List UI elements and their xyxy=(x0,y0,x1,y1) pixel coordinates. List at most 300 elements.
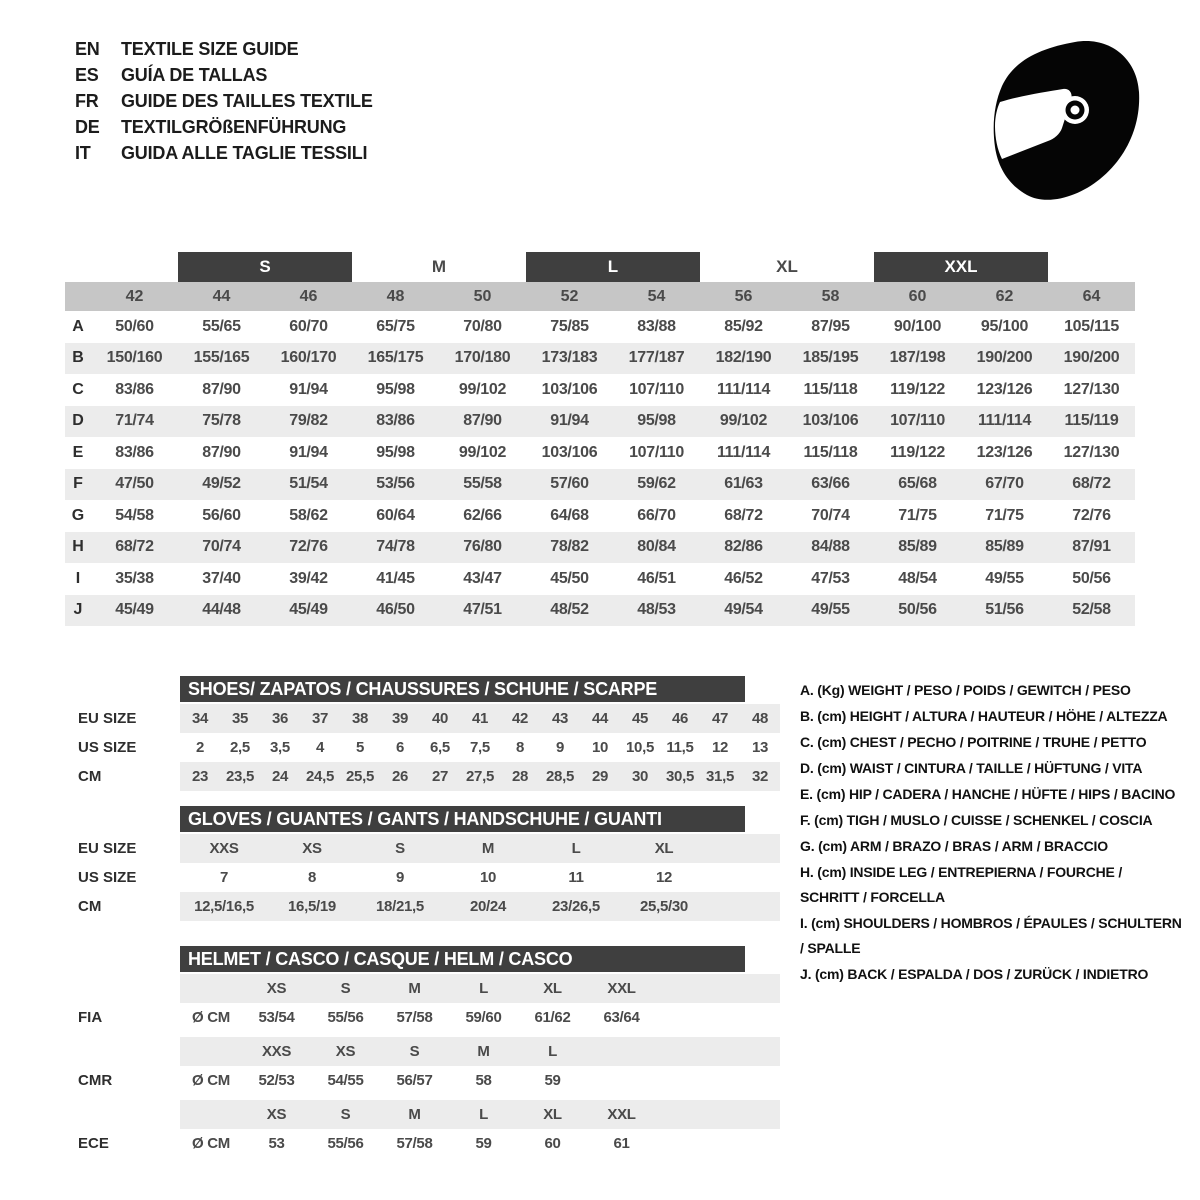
table-row xyxy=(65,563,1135,595)
size-cell: 48 xyxy=(751,710,769,727)
size-cell: M xyxy=(408,980,421,997)
measurement-cell: 56/60 xyxy=(202,506,241,524)
language-title-list xyxy=(75,36,373,166)
language-code: IT xyxy=(75,142,91,163)
size-cell: 24 xyxy=(271,768,289,785)
size-cell: 18/21,5 xyxy=(376,898,424,915)
measurement-legend xyxy=(800,678,1182,988)
size-cell: 36 xyxy=(271,710,289,727)
size-cell: 26 xyxy=(391,768,409,785)
measurement-cell: 87/90 xyxy=(202,443,241,461)
size-cell: XS xyxy=(302,840,322,857)
measurement-cell: 47/51 xyxy=(463,601,502,619)
size-cell: 11 xyxy=(568,869,584,886)
size-cell: 10,5 xyxy=(626,739,654,756)
row-label: CM xyxy=(78,768,102,785)
measurement-cell: 63/64 xyxy=(603,1009,640,1026)
size-cell: 29 xyxy=(591,768,609,785)
size-cell: 10 xyxy=(591,739,609,756)
standard-label: ECE xyxy=(78,1135,109,1152)
measurement-cell: 155/165 xyxy=(193,349,250,367)
measurement-cell: 54/58 xyxy=(115,506,154,524)
size-cell: L xyxy=(548,1043,557,1060)
measurement-cell: 91/94 xyxy=(289,380,328,398)
measurement-cell: 87/91 xyxy=(1072,538,1111,556)
measurement-cell: 182/190 xyxy=(715,349,772,367)
measurement-cell: 83/86 xyxy=(115,380,154,398)
size-cell: 12,5/16,5 xyxy=(194,898,254,915)
racing-helmet-icon xyxy=(983,36,1155,212)
legend-item: E. (cm) HIP / CADERA / HANCHE / HÜFTE / HIPS / BACINO xyxy=(800,786,1176,802)
measurement-cell: 35/38 xyxy=(115,569,154,587)
legend-item: A. (Kg) WEIGHT / PESO / POIDS / GEWITCH / PESO xyxy=(800,682,1131,698)
helmet-value-row xyxy=(180,1066,780,1095)
measurement-cell: 87/90 xyxy=(202,380,241,398)
measurement-cell: 60/70 xyxy=(289,317,328,335)
measurement-cell: 90/100 xyxy=(893,317,942,335)
measurement-cell: 55/65 xyxy=(202,317,241,335)
measurement-cell: 72/76 xyxy=(289,538,328,556)
size-cell: 28 xyxy=(511,768,529,785)
size-cell: 24,5 xyxy=(306,768,334,785)
measurement-cell: 47/50 xyxy=(115,475,154,493)
size-cell: 42 xyxy=(511,710,529,727)
size-cell: XS xyxy=(335,1043,356,1060)
measurement-cell: 85/89 xyxy=(985,538,1024,556)
column-size-number: 48 xyxy=(386,288,405,305)
measurement-cell: 63/66 xyxy=(811,475,850,493)
measurement-cell: 85/89 xyxy=(898,538,937,556)
measurement-cell: 49/55 xyxy=(811,601,850,619)
size-cell: 34 xyxy=(191,710,209,727)
measurement-cell: 115/119 xyxy=(1064,412,1119,430)
row-label: US SIZE xyxy=(78,739,137,756)
size-cell: 7,5 xyxy=(470,739,490,756)
measurement-cell: 41/45 xyxy=(376,569,415,587)
measurement-cell: 70/74 xyxy=(811,506,850,524)
row-label: EU SIZE xyxy=(78,710,137,727)
measurement-cell: 45/49 xyxy=(115,601,154,619)
measurement-cell: 119/122 xyxy=(890,443,945,461)
size-cell: 10 xyxy=(479,869,497,886)
guide-title: TEXTILE SIZE GUIDE xyxy=(121,38,299,59)
measurement-cell: 53/56 xyxy=(376,475,415,493)
measurement-cell: 95/100 xyxy=(980,317,1029,335)
size-cell: 43 xyxy=(551,710,569,727)
legend-item: H. (cm) INSIDE LEG / ENTREPIERNA / FOURCHE / SCHRITT / FORCELLA xyxy=(800,864,1123,905)
measurement-cell: 83/88 xyxy=(637,317,676,335)
size-header-s: S xyxy=(178,252,352,282)
helmet-value-row xyxy=(180,1129,780,1158)
size-cell: 30 xyxy=(631,768,649,785)
measurement-cell: 59/60 xyxy=(465,1009,502,1026)
measurement-cell: 53/54 xyxy=(258,1009,295,1026)
row-letter: G xyxy=(71,506,85,524)
size-cell: 25,5 xyxy=(346,768,374,785)
measurement-cell: 80/84 xyxy=(637,538,676,556)
measurement-cell: 123/126 xyxy=(976,380,1033,398)
legend-item: D. (cm) WAIST / CINTURA / TAILLE / HÜFTUNG / VITA xyxy=(800,760,1143,776)
measurement-cell: 37/40 xyxy=(202,569,241,587)
size-cell: L xyxy=(479,1106,488,1123)
size-cell: 12 xyxy=(711,739,729,756)
measurement-cell: 107/110 xyxy=(890,412,945,430)
measurement-cell: 127/130 xyxy=(1063,380,1120,398)
textile-size-table xyxy=(65,252,1135,632)
measurement-cell: 190/200 xyxy=(976,349,1033,367)
measurement-cell: 103/106 xyxy=(541,380,598,398)
size-cell: XL xyxy=(543,1106,562,1123)
size-cell: 8 xyxy=(515,739,525,756)
row-letter: H xyxy=(72,538,84,556)
size-cell: 35 xyxy=(231,710,249,727)
size-cell: M xyxy=(481,840,495,857)
numeric-size-band xyxy=(65,282,1135,311)
measurement-cell: 43/47 xyxy=(463,569,502,587)
row-letter: J xyxy=(73,601,83,619)
measurement-cell: 57/58 xyxy=(396,1009,433,1026)
size-cell: S xyxy=(409,1043,420,1060)
measurement-cell: 48/54 xyxy=(898,569,937,587)
measurement-cell: 84/88 xyxy=(811,538,850,556)
measurement-cell: 72/76 xyxy=(1072,506,1111,524)
size-cell: 4 xyxy=(315,739,325,756)
table-row xyxy=(65,437,1135,469)
row-label: CM xyxy=(78,898,102,915)
size-cell: 7 xyxy=(219,869,229,886)
measurement-cell: 160/170 xyxy=(280,349,337,367)
table-row xyxy=(65,532,1135,564)
measurement-cell: 64/68 xyxy=(550,506,589,524)
measurement-cell: 82/86 xyxy=(724,538,763,556)
measurement-cell: 54/55 xyxy=(327,1072,364,1089)
table-row xyxy=(65,595,1135,627)
guide-title: GUÍA DE TALLAS xyxy=(121,64,268,85)
standard-label: CMR xyxy=(78,1072,113,1089)
measurement-cell: 60 xyxy=(544,1135,561,1152)
size-cell: 23/26,5 xyxy=(552,898,600,915)
legend-item: C. (cm) CHEST / PECHO / POITRINE / TRUHE / PETTO xyxy=(800,734,1147,750)
size-cell: XXS xyxy=(261,1043,292,1060)
size-cell: 8 xyxy=(307,869,317,886)
size-cell: XL xyxy=(654,840,674,857)
helmet-value-row xyxy=(180,1003,780,1032)
measurement-cell: 68/72 xyxy=(724,506,763,524)
measurement-cell: 103/106 xyxy=(802,412,859,430)
measurement-cell: 75/85 xyxy=(550,317,589,335)
size-cell: XS xyxy=(266,1106,287,1123)
unit-cell: Ø CM xyxy=(192,1009,230,1026)
measurement-cell: 56/57 xyxy=(396,1072,433,1089)
measurement-cell: 91/94 xyxy=(289,443,328,461)
gloves-size-table xyxy=(65,806,855,928)
size-cell: 9 xyxy=(395,869,405,886)
measurement-cell: 67/70 xyxy=(985,475,1024,493)
measurement-cell: 51/56 xyxy=(985,601,1024,619)
measurement-cell: 59/62 xyxy=(637,475,676,493)
measurement-cell: 45/49 xyxy=(289,601,328,619)
measurement-cell: 68/72 xyxy=(115,538,154,556)
language-row xyxy=(75,114,373,140)
measurement-cell: 49/55 xyxy=(985,569,1024,587)
table-row xyxy=(180,704,780,733)
size-cell: 25,5/30 xyxy=(640,898,688,915)
language-code: ES xyxy=(75,64,99,85)
size-cell: 46 xyxy=(671,710,689,727)
measurement-cell: 87/90 xyxy=(463,412,502,430)
helmet-size-row xyxy=(180,974,780,1003)
measurement-cell: 44/48 xyxy=(202,601,241,619)
row-letter: D xyxy=(72,412,84,430)
size-header-m: M xyxy=(431,257,447,276)
measurement-cell: 150/160 xyxy=(106,349,163,367)
measurement-cell: 74/78 xyxy=(376,538,415,556)
table-row xyxy=(180,762,780,791)
measurement-cell: 50/56 xyxy=(1072,569,1111,587)
table-row xyxy=(180,834,780,863)
size-cell: 2 xyxy=(195,739,205,756)
measurement-cell: 45/50 xyxy=(550,569,589,587)
gloves-section-title: GLOVES / GUANTES / GANTS / HANDSCHUHE / GUANTI xyxy=(180,806,745,832)
size-cell: XXS xyxy=(209,840,239,857)
column-size-number: 46 xyxy=(299,288,318,305)
size-cell: 27,5 xyxy=(466,768,494,785)
row-letter: F xyxy=(73,475,83,493)
row-label: EU SIZE xyxy=(78,840,137,857)
measurement-cell: 39/42 xyxy=(289,569,328,587)
size-cell: S xyxy=(340,1106,351,1123)
column-size-number: 44 xyxy=(212,288,231,305)
measurement-cell: 95/98 xyxy=(376,380,415,398)
helmet-section-title: HELMET / CASCO / CASQUE / HELM / CASCO xyxy=(180,946,745,972)
measurement-cell: 68/72 xyxy=(1072,475,1111,493)
legend-item: I. (cm) SHOULDERS / HOMBROS / ÉPAULES / SCHULTERN / SPALLE xyxy=(800,915,1182,956)
size-cell: 20/24 xyxy=(469,898,507,915)
size-cell: 6 xyxy=(395,739,405,756)
measurement-cell: 107/110 xyxy=(629,443,684,461)
size-cell: 23 xyxy=(191,768,209,785)
size-cell: 5 xyxy=(355,739,365,756)
row-label: US SIZE xyxy=(78,869,137,886)
table-row xyxy=(65,374,1135,406)
size-cell: 3,5 xyxy=(270,739,290,756)
size-cell: 45 xyxy=(631,710,649,727)
language-code: DE xyxy=(75,116,100,137)
measurement-cell: 76/80 xyxy=(463,538,502,556)
size-cell: 37 xyxy=(311,710,329,727)
column-size-number: 50 xyxy=(473,288,492,305)
measurement-cell: 46/51 xyxy=(637,569,676,587)
measurement-cell: 59 xyxy=(544,1072,561,1089)
measurement-cell: 103/106 xyxy=(541,443,598,461)
measurement-cell: 58 xyxy=(475,1072,492,1089)
measurement-cell: 95/98 xyxy=(637,412,676,430)
size-cell: 39 xyxy=(391,710,409,727)
size-cell: L xyxy=(571,840,581,857)
row-letter: A xyxy=(72,317,84,335)
measurement-cell: 95/98 xyxy=(376,443,415,461)
shoes-section-title: SHOES/ ZAPATOS / CHAUSSURES / SCHUHE / SCARPE xyxy=(180,676,745,702)
measurement-cell: 51/54 xyxy=(289,475,328,493)
language-row xyxy=(75,36,373,62)
measurement-cell: 187/198 xyxy=(889,349,946,367)
size-header-xl: XL xyxy=(776,257,798,276)
size-cell: 44 xyxy=(591,710,609,727)
measurement-cell: 87/95 xyxy=(811,317,850,335)
size-cell: XXL xyxy=(607,1106,636,1123)
row-letter: I xyxy=(75,569,81,587)
size-cell: 12 xyxy=(655,869,673,886)
size-header-xxl: XXL xyxy=(874,252,1048,282)
size-cell: 9 xyxy=(555,739,565,756)
legend-item: F. (cm) TIGH / MUSLO / CUISSE / SCHENKEL / COSCIA xyxy=(800,812,1153,828)
legend-item: G. (cm) ARM / BRAZO / BRAS / ARM / BRACCIO xyxy=(800,838,1108,854)
measurement-cell: 79/82 xyxy=(289,412,328,430)
guide-title: TEXTILGRÖßENFÜHRUNG xyxy=(121,116,347,137)
size-cell: S xyxy=(395,840,405,857)
column-size-number: 60 xyxy=(908,288,927,305)
measurement-cell: 105/115 xyxy=(1064,317,1119,335)
size-cell: 31,5 xyxy=(706,768,734,785)
column-size-number: 54 xyxy=(647,288,666,305)
column-size-number: 52 xyxy=(560,288,579,305)
table-row xyxy=(65,343,1135,375)
column-size-number: 64 xyxy=(1082,288,1101,305)
table-row xyxy=(65,406,1135,438)
measurement-cell: 47/53 xyxy=(811,569,850,587)
table-row xyxy=(65,311,1135,343)
measurement-cell: 99/102 xyxy=(458,443,507,461)
measurement-cell: 65/75 xyxy=(376,317,415,335)
measurement-cell: 91/94 xyxy=(550,412,589,430)
measurement-cell: 48/52 xyxy=(550,601,589,619)
table-row xyxy=(180,863,780,892)
column-size-number: 58 xyxy=(821,288,840,305)
measurement-cell: 70/80 xyxy=(463,317,502,335)
measurement-cell: 123/126 xyxy=(976,443,1033,461)
legend-item: B. (cm) HEIGHT / ALTURA / HAUTEUR / HÖHE / ALTEZZA xyxy=(800,708,1168,724)
shoes-size-table xyxy=(65,676,855,798)
measurement-cell: 58/62 xyxy=(289,506,328,524)
measurement-cell: 61/63 xyxy=(724,475,763,493)
measurement-cell: 111/114 xyxy=(716,380,771,398)
helmet-size-table xyxy=(65,946,855,1166)
row-letter: E xyxy=(72,443,84,461)
guide-title: GUIDE DES TAILLES TEXTILE xyxy=(121,90,373,111)
table-row xyxy=(180,733,780,762)
size-cell: 16,5/19 xyxy=(288,898,336,915)
row-letter: C xyxy=(72,380,84,398)
measurement-cell: 49/52 xyxy=(202,475,241,493)
measurement-cell: 119/122 xyxy=(890,380,945,398)
measurement-cell: 99/102 xyxy=(719,412,768,430)
measurement-cell: 61/62 xyxy=(534,1009,571,1026)
measurement-cell: 83/86 xyxy=(115,443,154,461)
measurement-cell: 50/56 xyxy=(898,601,937,619)
measurement-cell: 57/58 xyxy=(396,1135,433,1152)
unit-cell: Ø CM xyxy=(192,1135,230,1152)
language-row xyxy=(75,140,373,166)
measurement-cell: 46/52 xyxy=(724,569,763,587)
unit-cell: Ø CM xyxy=(192,1072,230,1089)
helmet-size-row xyxy=(180,1100,780,1129)
language-row xyxy=(75,62,373,88)
measurement-cell: 59 xyxy=(475,1135,492,1152)
size-cell: 41 xyxy=(471,710,489,727)
measurement-cell: 111/114 xyxy=(977,412,1032,430)
measurement-cell: 71/75 xyxy=(985,506,1024,524)
measurement-cell: 75/78 xyxy=(202,412,241,430)
column-size-number: 62 xyxy=(995,288,1014,305)
measurement-cell: 52/53 xyxy=(258,1072,295,1089)
column-size-number: 56 xyxy=(734,288,753,305)
size-cell: 30,5 xyxy=(666,768,694,785)
measurement-cell: 190/200 xyxy=(1063,349,1120,367)
size-cell: L xyxy=(479,980,488,997)
size-cell: M xyxy=(477,1043,490,1060)
measurement-cell: 111/114 xyxy=(716,443,771,461)
size-cell: XS xyxy=(266,980,287,997)
measurement-cell: 185/195 xyxy=(802,349,859,367)
measurement-cell: 66/70 xyxy=(637,506,676,524)
size-cell: 27 xyxy=(431,768,449,785)
measurement-cell: 46/50 xyxy=(376,601,415,619)
size-header-l: L xyxy=(526,252,700,282)
measurement-cell: 52/58 xyxy=(1072,601,1111,619)
measurement-cell: 49/54 xyxy=(724,601,763,619)
measurement-cell: 62/66 xyxy=(463,506,502,524)
table-row xyxy=(65,469,1135,501)
table-row xyxy=(65,500,1135,532)
measurement-cell: 127/130 xyxy=(1063,443,1120,461)
helmet-size-row xyxy=(180,1037,780,1066)
measurement-cell: 71/75 xyxy=(898,506,937,524)
measurement-cell: 50/60 xyxy=(115,317,154,335)
size-cell: 28,5 xyxy=(546,768,574,785)
legend-item: J. (cm) BACK / ESPALDA / DOS / ZURÜCK / INDIETRO xyxy=(800,966,1149,982)
size-cell: 13 xyxy=(751,739,769,756)
language-row xyxy=(75,88,373,114)
measurement-cell: 83/86 xyxy=(376,412,415,430)
row-letter: B xyxy=(72,349,84,367)
size-cell: 32 xyxy=(751,768,769,785)
measurement-cell: 61 xyxy=(613,1135,630,1152)
measurement-cell: 53 xyxy=(268,1135,285,1152)
measurement-cell: 55/56 xyxy=(327,1135,364,1152)
measurement-cell: 55/56 xyxy=(327,1009,364,1026)
language-code: FR xyxy=(75,90,99,111)
measurement-cell: 165/175 xyxy=(367,349,424,367)
measurement-cell: 78/82 xyxy=(550,538,589,556)
size-cell: 40 xyxy=(431,710,449,727)
measurement-cell: 177/187 xyxy=(628,349,685,367)
measurement-cell: 65/68 xyxy=(898,475,937,493)
size-cell: XL xyxy=(543,980,562,997)
measurement-cell: 71/74 xyxy=(115,412,154,430)
size-cell: XXL xyxy=(607,980,636,997)
measurement-cell: 60/64 xyxy=(376,506,415,524)
table-row xyxy=(180,892,780,921)
measurement-cell: 115/118 xyxy=(803,380,858,398)
size-cell: 47 xyxy=(711,710,729,727)
measurement-cell: 99/102 xyxy=(458,380,507,398)
measurement-cell: 107/110 xyxy=(629,380,684,398)
measurement-cell: 115/118 xyxy=(803,443,858,461)
language-code: EN xyxy=(75,38,100,59)
size-cell: 11,5 xyxy=(666,739,694,756)
measurement-cell: 170/180 xyxy=(454,349,511,367)
standard-label: FIA xyxy=(78,1009,103,1026)
